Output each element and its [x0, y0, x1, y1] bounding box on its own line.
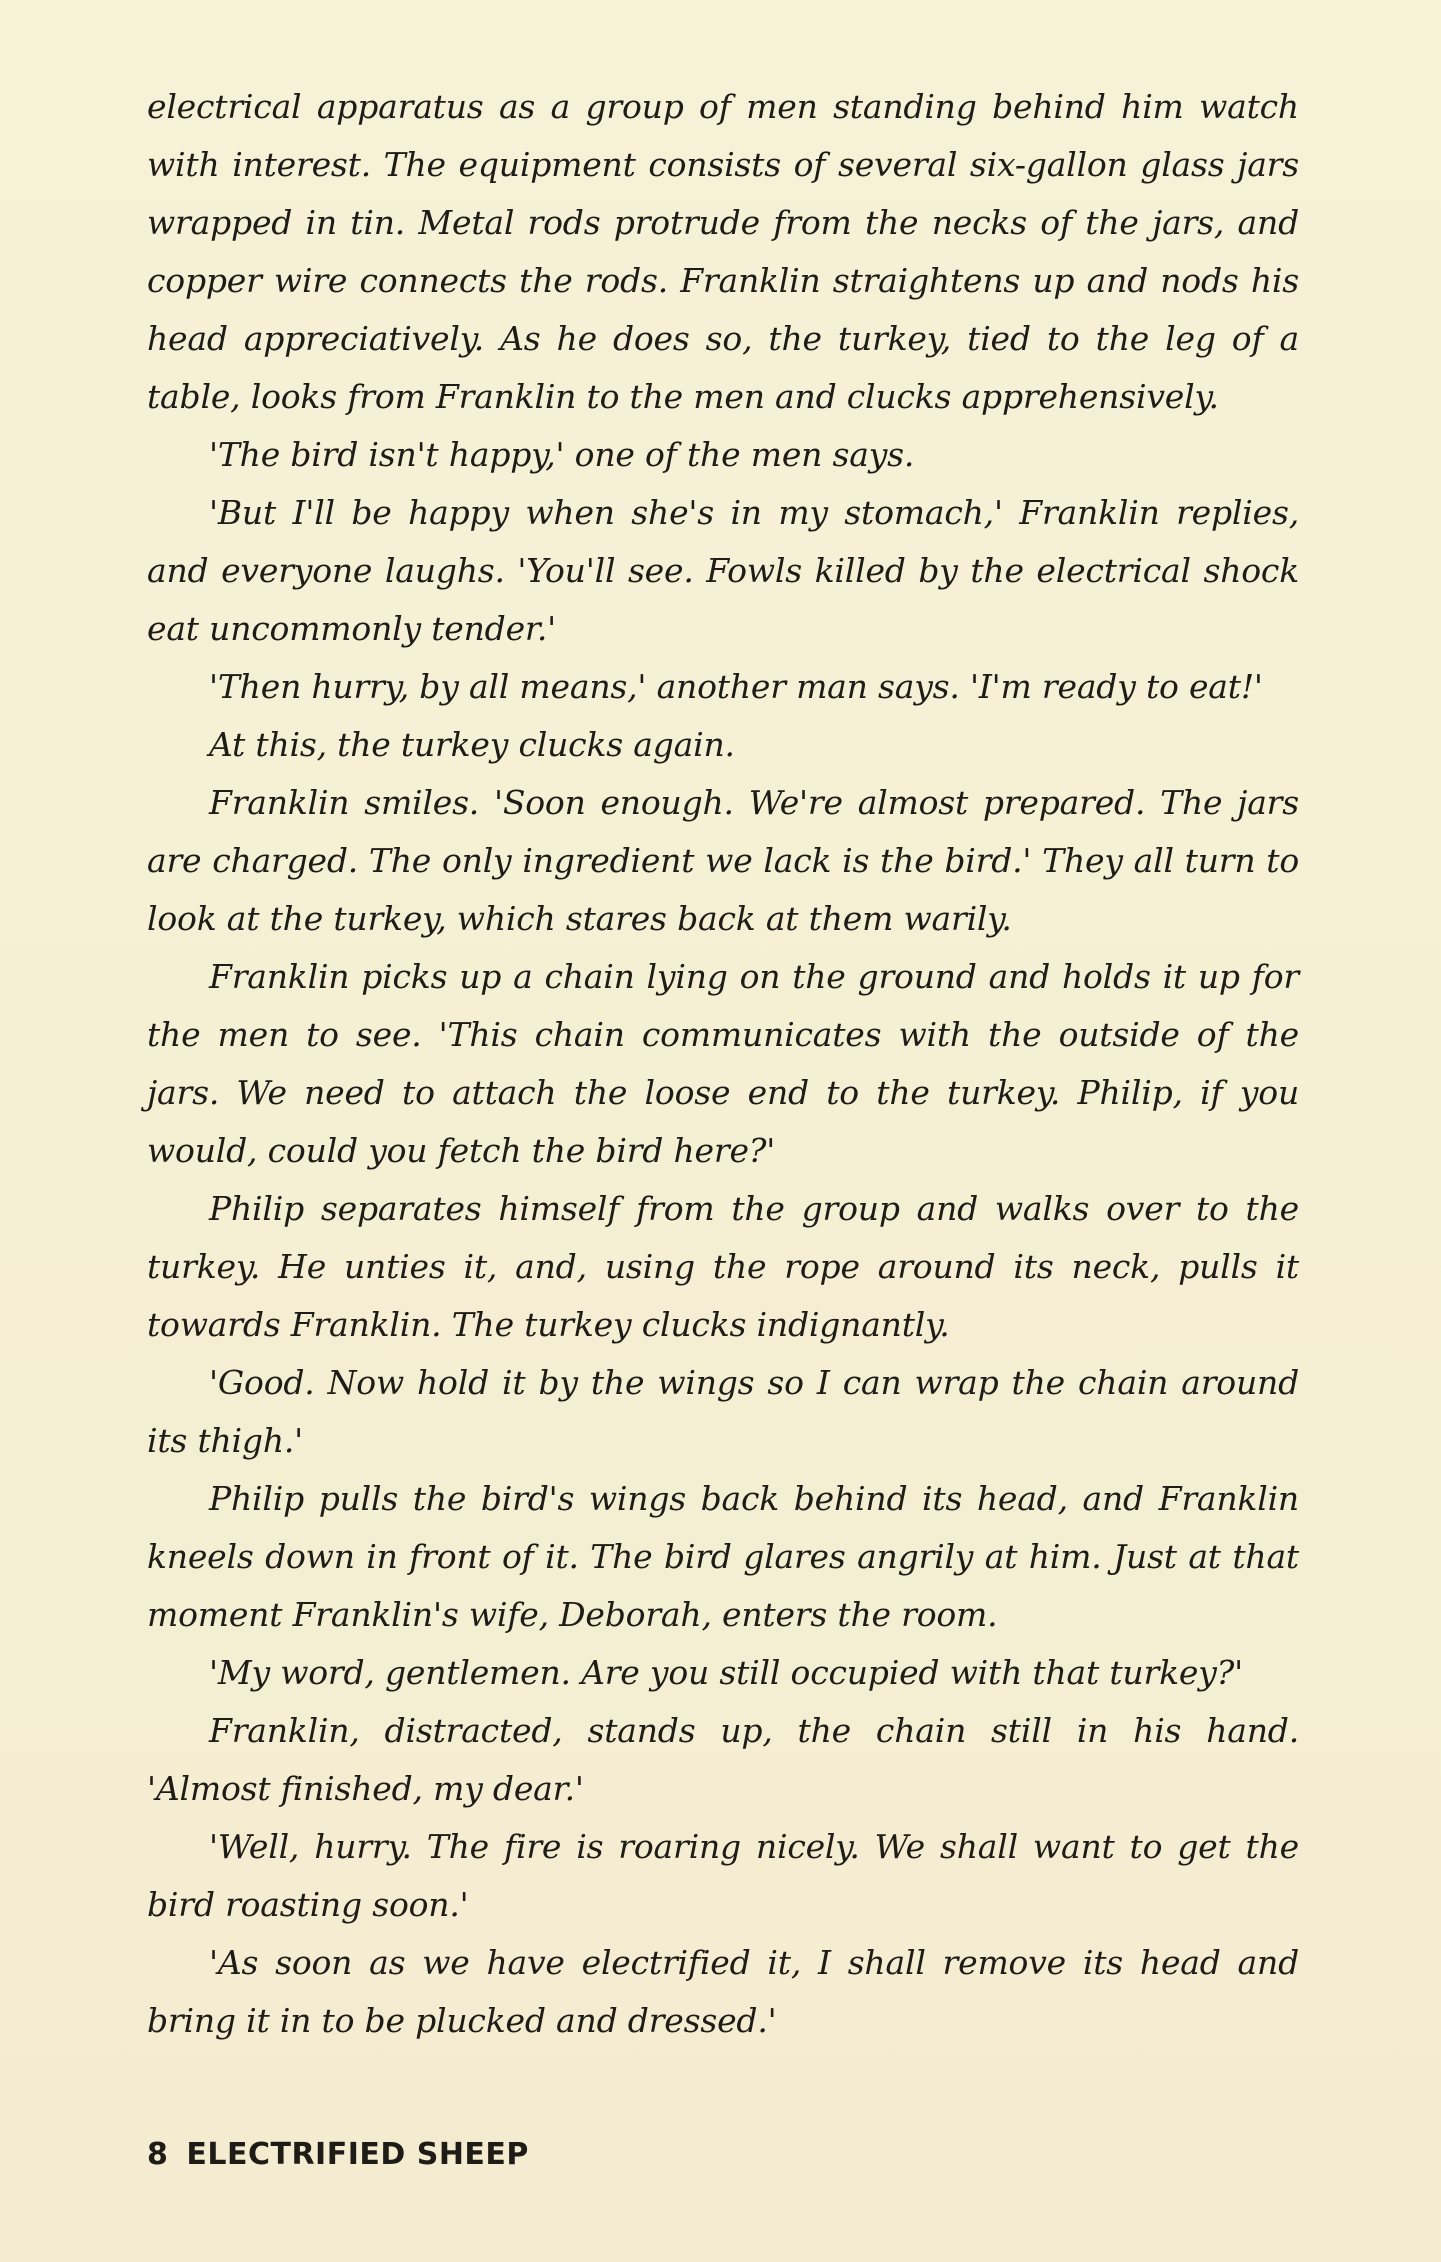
- paragraph: 'But I'll be happy when she's in my stomach,' Franklin replies, and everyone laughs. 'You'll see. Fowls killed by the electrical shock eat uncommonly tender.': [147, 493, 1299, 648]
- paragraph: 'As soon as we have electrified it, I shall remove its head and bring it in to be plucked and dressed.': [147, 1943, 1299, 2040]
- paragraph: 'The bird isn't happy,' one of the men says.: [209, 435, 915, 474]
- paragraph: Franklin, distracted, stands up, the chain still in his hand. 'Almost finished, my dear.': [147, 1711, 1299, 1808]
- paragraph: 'Then hurry, by all means,' another man says. 'I'm ready to eat!': [209, 667, 1263, 706]
- body-text: [147, 78, 1299, 2050]
- paragraph: 'Well, hurry. The fire is roaring nicely. We shall want to get the bird roasting soon.': [147, 1827, 1299, 1924]
- paragraph: electrical apparatus as a group of men standing behind him watch with interest. The equipment consists of several six-gallon glass jars wrapped in tin. Metal rods protrude from the necks of the jars, and copper wire connects the rods. Franklin straightens up and nods his head appreciatively. As he does so, the turkey, tied to the leg of a table, looks from Franklin to the men and clucks apprehensively.: [147, 87, 1299, 416]
- paragraph: 'Good. Now hold it by the wings so I can wrap the chain around its thigh.': [147, 1363, 1299, 1460]
- page-footer: [147, 2137, 529, 2172]
- paragraph: At this, the turkey clucks again.: [209, 725, 735, 764]
- paragraph: Franklin picks up a chain lying on the ground and holds it up for the men to see. 'This chain communicates with the outside of the jars. We need to attach the loose end to the turkey. Philip, if you would, could you fetch the bird here?': [147, 957, 1299, 1170]
- page-number: 8: [147, 2137, 169, 2172]
- paragraph: Philip separates himself from the group and walks over to the turkey. He unties it, and, using the rope around its neck, pulls it towards Franklin. The turkey clucks indignantly.: [147, 1189, 1299, 1344]
- running-title: ELECTRIFIED SHEEP: [186, 2137, 529, 2172]
- paragraph: 'My word, gentlemen. Are you still occupied with that turkey?': [209, 1653, 1243, 1692]
- paragraph: Franklin smiles. 'Soon enough. We're almost prepared. The jars are charged. The only ingredient we lack is the bird.' They all turn to look at the turkey, which stares back at them warily.: [147, 783, 1299, 938]
- paragraph: Philip pulls the bird's wings back behind its head, and Franklin kneels down in front of it. The bird glares angrily at him. Just at that moment Franklin's wife, Deborah, enters the room.: [147, 1479, 1299, 1634]
